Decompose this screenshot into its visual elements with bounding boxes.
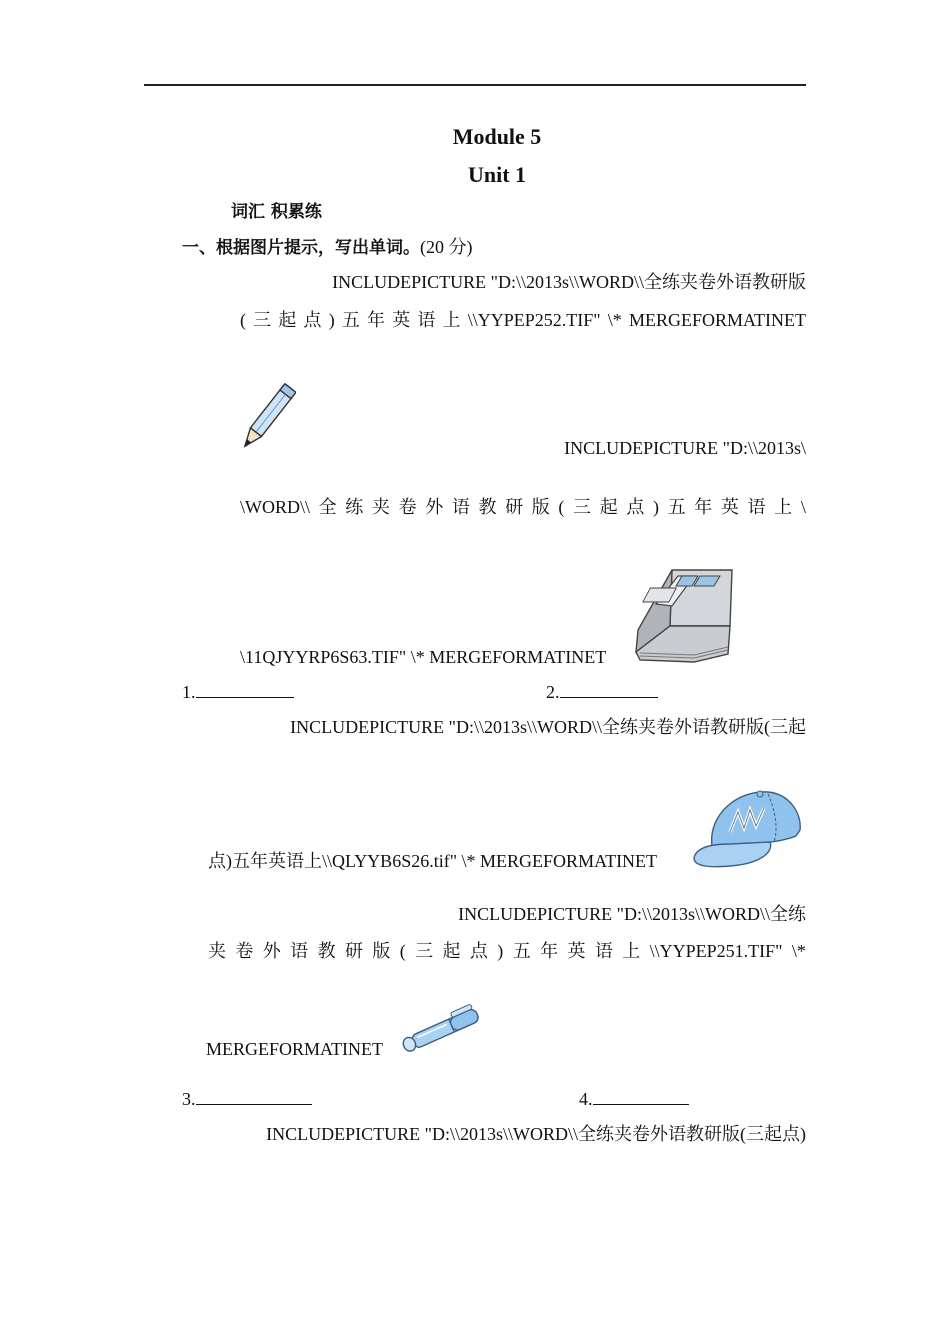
field5-line1: INCLUDEPICTURE "D:\\2013s\\WORD\\全练夹卷外语教研版(三起点): [266, 1124, 806, 1144]
task-instruction: [182, 236, 473, 259]
field4-line3: MERGEFORMATINET: [206, 1039, 384, 1059]
answer-1: 1.: [182, 681, 294, 703]
field4-line1: INCLUDEPICTURE "D:\\2013s\\WORD\\全练: [458, 904, 806, 924]
task-points: (20 分): [420, 237, 473, 257]
header-rule: [144, 84, 806, 86]
field2-line1: INCLUDEPICTURE "D:\\2013s\: [564, 438, 806, 458]
answer-4: 4.: [579, 1088, 689, 1110]
section-label: 词汇 积累练: [231, 202, 322, 222]
answer-3: 3.: [182, 1088, 312, 1110]
book-icon: [632, 566, 736, 664]
field3-line2: 点)五年英语上\\QLYYB6S26.tif" \* MERGEFORMATINET: [208, 851, 658, 871]
task-prefix: 一、根据图片提示，写出单词。: [182, 238, 420, 258]
field4-line2: 夹 卷 外 语 教 研 版 ( 三 起 点 ) 五 年 英 语 上 \\YYPEP251.TIF" \*: [208, 941, 806, 961]
answer-blank-3[interactable]: [196, 1088, 312, 1105]
module-title: Module 5: [452, 124, 542, 149]
field3-line1: INCLUDEPICTURE "D:\\2013s\\WORD\\全练夹卷外语教研版(三起: [290, 717, 806, 737]
answer-2: 2.: [546, 681, 658, 703]
unit-title: Unit 1: [467, 162, 527, 187]
field2-line2: \WORD\\ 全 练 夹 卷 外 语 教 研 版 ( 三 起 点 ) 五 年 英 语 上 \: [240, 497, 806, 517]
answer-blank-1[interactable]: [196, 681, 294, 698]
pen-icon: [396, 998, 496, 1058]
field2-line3: \11QJYYRP6S63.TIF" \* MERGEFORMATINET: [240, 647, 607, 667]
cap-icon: [690, 786, 804, 870]
pencil-icon: [238, 378, 296, 458]
answer-blank-2[interactable]: [560, 681, 658, 698]
field1-line1: INCLUDEPICTURE "D:\\2013s\\WORD\\全练夹卷外语教研版: [332, 272, 806, 292]
answer-blank-4[interactable]: [593, 1088, 689, 1105]
field1-line2: ( 三 起 点 ) 五 年 英 语 上 \\YYPEP252.TIF" \* MERGEFORMATINET: [240, 310, 806, 330]
